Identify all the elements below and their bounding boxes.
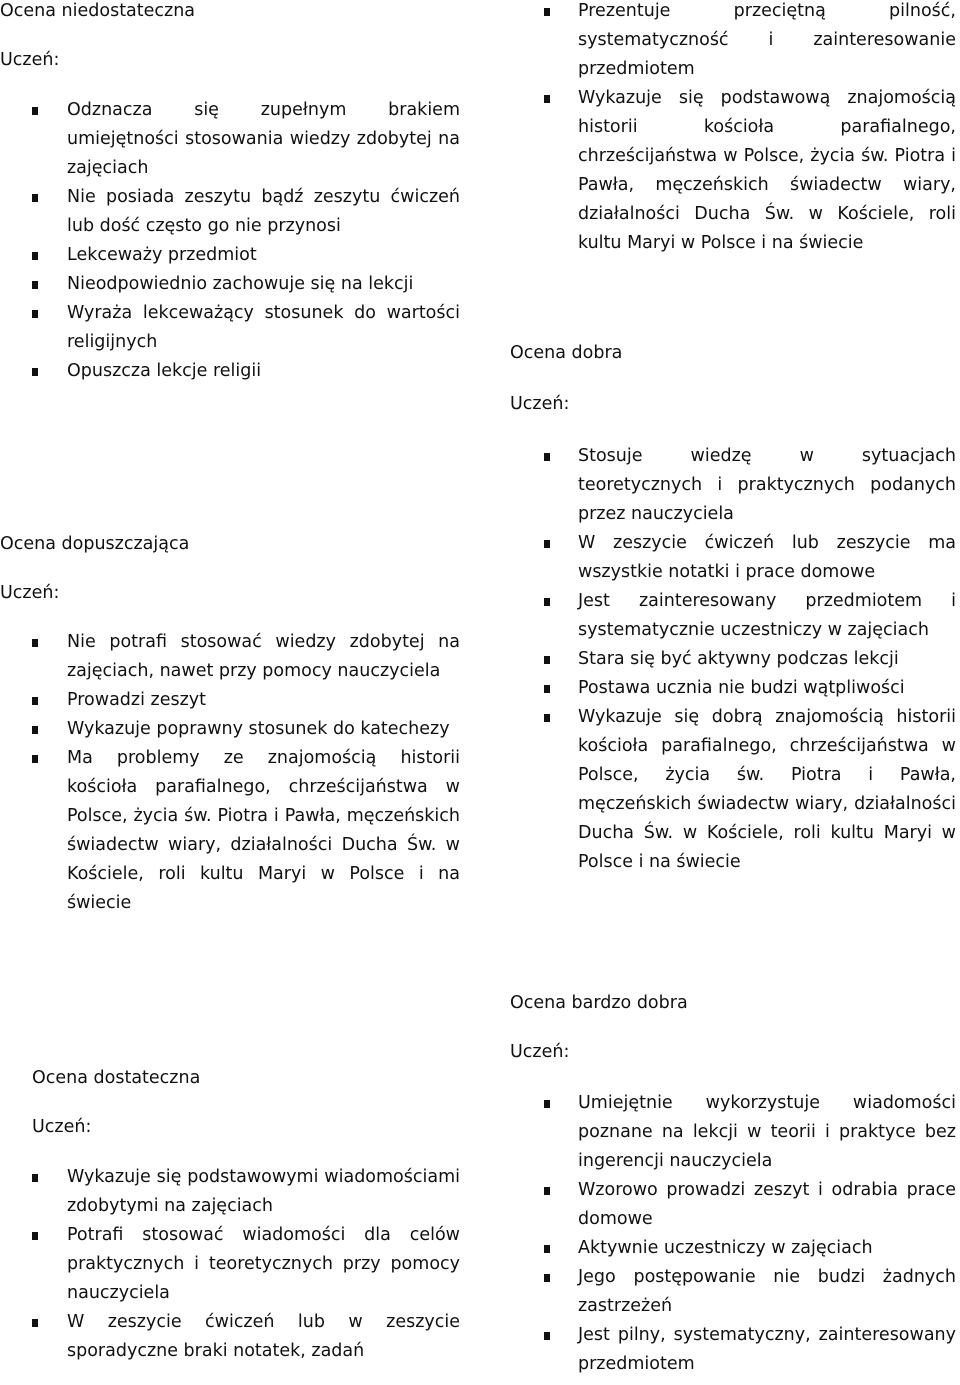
student-label: Uczeń:	[0, 583, 60, 603]
list-item: W zeszycie ćwiczeń lub w zeszycie sporadyczne braki notatek, zadań	[0, 1308, 460, 1366]
bullet-icon	[32, 252, 38, 260]
section-dostateczna	[32, 1064, 460, 1366]
section-dostateczna-continued	[510, 0, 956, 258]
bullet-icon	[544, 598, 550, 606]
list-item: Stosuje wiedzę w sytuacjach teoretycznych i praktycznych podanych przez nauczyciela	[510, 442, 956, 529]
grade-title-dostateczna: Ocena dostateczna	[32, 1068, 201, 1088]
list-item: Wykazuje poprawny stosunek do katechezy	[0, 715, 460, 744]
list-item: Wykazuje się podstawową znajomością historii kościoła parafialnego, chrześcijaństwa w Polsce, życia św. Piotra i Pawła, męczeńskich świadectw wiary, działalności Ducha Św. w Kościele, roli kultu Maryi w Polsce i na świecie	[510, 84, 956, 258]
student-label: Uczeń:	[0, 50, 60, 70]
list-item: Ma problemy ze znajomością historii kościoła parafialnego, chrześcijaństwa w Polsce, życia św. Piotra i Pawła, męczeńskich świadectw wiary, działalności Ducha Św. w Kościele, roli kultu Maryi w Polsce i na świecie	[0, 744, 460, 918]
bullet-icon	[32, 281, 38, 289]
list-item: Jego postępowanie nie budzi żadnych zastrzeżeń	[510, 1263, 956, 1321]
bullet-icon	[32, 726, 38, 734]
criteria-list	[510, 0, 956, 258]
list-item: Stara się być aktywny podczas lekcji	[510, 645, 956, 674]
bullet-icon	[32, 107, 38, 115]
list-item: Postawa ucznia nie budzi wątpliwości	[510, 674, 956, 703]
bullet-icon	[32, 639, 38, 647]
criteria-list	[510, 1089, 956, 1379]
student-label: Uczeń:	[510, 1042, 570, 1062]
bullet-icon	[32, 755, 38, 763]
list-item: Odznacza się zupełnym brakiem umiejętności stosowania wiedzy zdobytej na zajęciach	[0, 96, 460, 183]
list-item: Jest pilny, systematyczny, zainteresowany przedmiotem	[510, 1321, 956, 1379]
list-item: Wyraża lekceważący stosunek do wartości religijnych	[0, 299, 460, 357]
section-dobra	[510, 339, 956, 877]
bullet-icon	[32, 1319, 38, 1327]
list-item: Jest zainteresowany przedmiotem i systematycznie uczestniczy w zajęciach	[510, 587, 956, 645]
bullet-icon	[32, 697, 38, 705]
section-bardzo-dobra	[510, 989, 956, 1379]
bullet-icon	[544, 540, 550, 548]
criteria-list	[0, 96, 460, 386]
grade-title-niedostateczna: Ocena niedostateczna	[0, 1, 196, 21]
bullet-icon	[544, 1100, 550, 1108]
section-niedostateczna	[0, 0, 460, 386]
bullet-icon	[32, 310, 38, 318]
list-item: Prowadzi zeszyt	[0, 686, 460, 715]
bullet-icon	[544, 453, 550, 461]
criteria-list	[0, 628, 460, 918]
grade-title-dopuszczajaca: Ocena dopuszczająca	[0, 534, 190, 554]
student-label: Uczeń:	[510, 394, 570, 414]
bullet-icon	[32, 194, 38, 202]
criteria-list	[510, 442, 956, 877]
section-dopuszczajaca	[0, 530, 460, 918]
bullet-icon	[544, 1245, 550, 1253]
bullet-icon	[32, 1174, 38, 1182]
criteria-list	[0, 1163, 460, 1366]
list-item: Lekceważy przedmiot	[0, 241, 460, 270]
bullet-icon	[32, 1232, 38, 1240]
bullet-icon	[544, 1274, 550, 1282]
bullet-icon	[544, 8, 550, 16]
bullet-icon	[32, 368, 38, 376]
bullet-icon	[544, 714, 550, 722]
grade-title-dobra: Ocena dobra	[510, 343, 623, 363]
list-item: Nie posiada zeszytu bądź zeszytu ćwiczeń lub dość często go nie przynosi	[0, 183, 460, 241]
list-item: Potrafi stosować wiadomości dla celów praktycznych i teoretycznych przy pomocy nauczyciela	[0, 1221, 460, 1308]
list-item: Wykazuje się podstawowymi wiadomościami zdobytymi na zajęciach	[0, 1163, 460, 1221]
grade-title-bardzo-dobra: Ocena bardzo dobra	[510, 993, 688, 1013]
list-item: Umiejętnie wykorzystuje wiadomości poznane na lekcji w teorii i praktyce bez ingerencji nauczyciela	[510, 1089, 956, 1176]
bullet-icon	[544, 656, 550, 664]
list-item: Aktywnie uczestniczy w zajęciach	[510, 1234, 956, 1263]
list-item: Opuszcza lekcje religii	[0, 357, 460, 386]
list-item: W zeszycie ćwiczeń lub zeszycie ma wszystkie notatki i prace domowe	[510, 529, 956, 587]
bullet-icon	[544, 95, 550, 103]
bullet-icon	[544, 1332, 550, 1340]
bullet-icon	[544, 1187, 550, 1195]
list-item: Wykazuje się dobrą znajomością historii kościoła parafialnego, chrześcijaństwa w Polsce, życia św. Piotra i Pawła, męczeńskich świadectw wiary, działalności Ducha Św. w Kościele, roli kultu Maryi w Polsce i na świecie	[510, 703, 956, 877]
list-item: Prezentuje przeciętną pilność, systematyczność i zainteresowanie przedmiotem	[510, 0, 956, 84]
list-item: Wzorowo prowadzi zeszyt i odrabia prace domowe	[510, 1176, 956, 1234]
list-item: Nieodpowiednio zachowuje się na lekcji	[0, 270, 460, 299]
student-label: Uczeń:	[32, 1117, 92, 1137]
bullet-icon	[544, 685, 550, 693]
list-item: Nie potrafi stosować wiedzy zdobytej na zajęciach, nawet przy pomocy nauczyciela	[0, 628, 460, 686]
